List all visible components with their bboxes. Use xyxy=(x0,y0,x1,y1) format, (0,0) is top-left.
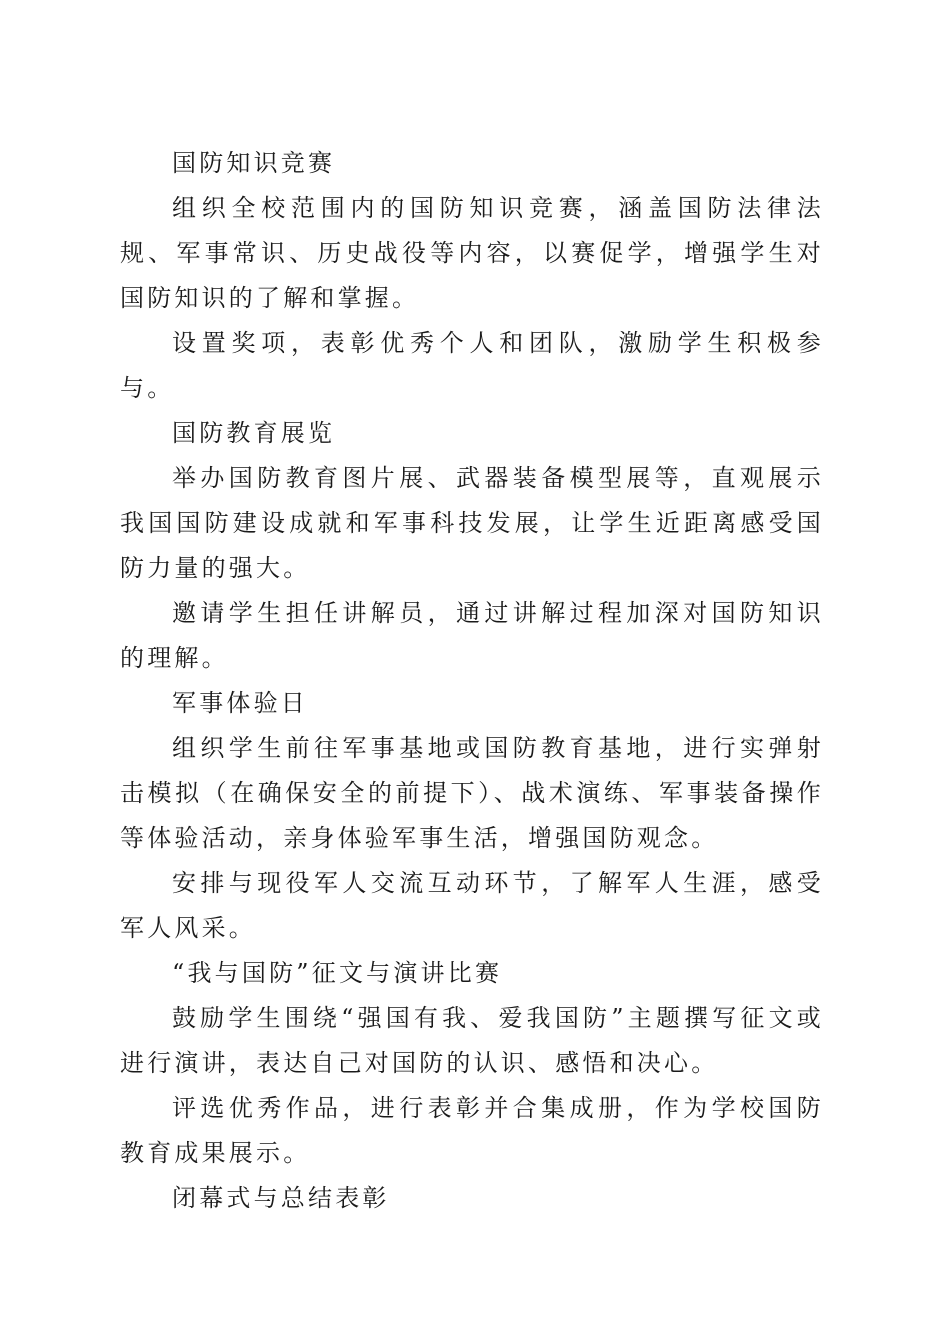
paragraph: 安排与现役军人交流互动环节，了解军人生涯，感受军人风采。 xyxy=(120,869,824,942)
paragraph: 组织全校范围内的国防知识竞赛，涵盖国防法律法规、军事常识、历史战役等内容，以赛促学，增强学生对国防知识的了解和掌握。 xyxy=(120,194,824,312)
section-heading-knowledge-contest: 国防知识竞赛 xyxy=(172,149,336,177)
paragraph: 鼓励学生围绕“强国有我、爱我国防”主题撰写征文或进行演讲，表达自己对国防的认识、感悟和决心。 xyxy=(120,1004,824,1077)
paragraph: 举办国防教育图片展、武器装备模型展等，直观展示我国国防建设成就和军事科技发展，让学生近距离感受国防力量的强大。 xyxy=(120,464,824,582)
section-heading-essay-speech-contest: “我与国防”征文与演讲比赛 xyxy=(172,959,503,987)
section-heading-exhibition: 国防教育展览 xyxy=(172,419,336,447)
document-body xyxy=(120,141,824,1221)
paragraph: 设置奖项，表彰优秀个人和团队，激励学生积极参与。 xyxy=(120,329,824,402)
section-heading-closing-ceremony: 闭幕式与总结表彰 xyxy=(172,1184,390,1212)
paragraph: 邀请学生担任讲解员，通过讲解过程加深对国防知识的理解。 xyxy=(120,599,824,672)
paragraph: 评选优秀作品，进行表彰并合集成册，作为学校国防教育成果展示。 xyxy=(120,1094,824,1167)
section-heading-military-experience-day: 军事体验日 xyxy=(172,689,308,717)
paragraph: 组织学生前往军事基地或国防教育基地，进行实弹射击模拟（在确保安全的前提下）、战术演练、军事装备操作等体验活动，亲身体验军事生活，增强国防观念。 xyxy=(120,734,824,852)
